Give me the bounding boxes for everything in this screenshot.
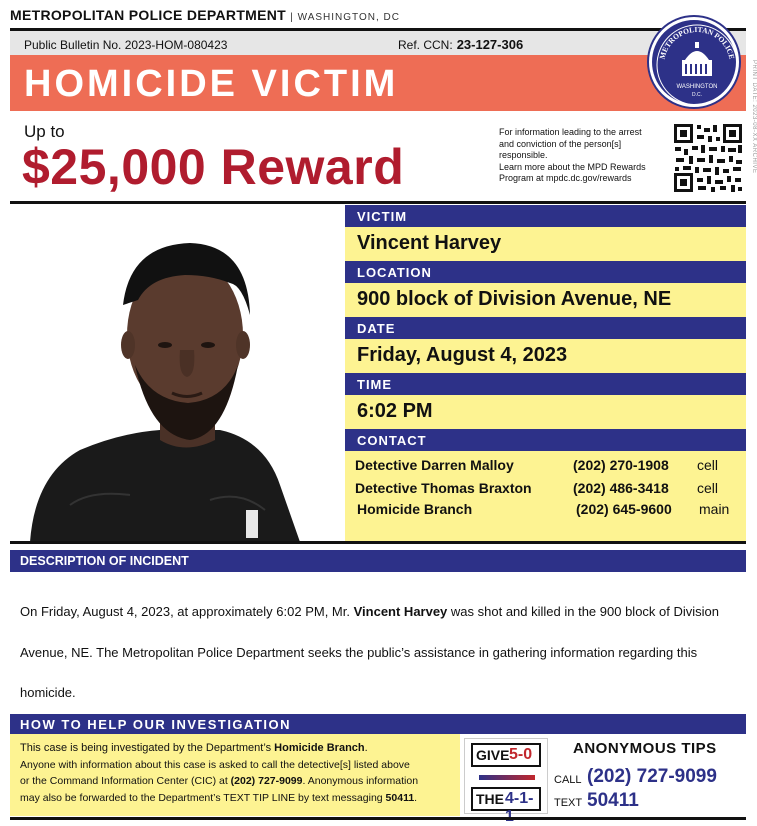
qr-code-icon[interactable] [673, 123, 743, 193]
help-part: . [414, 791, 418, 804]
tips-call-label: CALL [554, 774, 582, 786]
victim-label: VICTIM [345, 205, 746, 227]
ccn-label: Ref. CCN: [398, 38, 453, 52]
logo-stripe [479, 775, 535, 780]
help-text-number: 50411 [385, 791, 415, 804]
contact-phone-type: cell [697, 457, 719, 473]
date-label: DATE [345, 317, 746, 339]
reward-info-line: responsible. [499, 150, 548, 160]
ccn-value: 23-127-306 [456, 37, 524, 52]
contact-label: CONTACT [345, 429, 746, 451]
contact-phone-type: cell [697, 480, 719, 496]
page-title: HOMICIDE VICTIM [24, 63, 399, 105]
police-seal-icon [649, 17, 739, 107]
victim-name: Vincent Harvey [345, 227, 746, 261]
vertical-print-text: PRINT DATE: 2023-08-XX ARCHIVE [751, 60, 757, 174]
department-title: METROPOLITAN POLICE DEPARTMENT [10, 7, 287, 23]
contact-phone-type: main [699, 501, 730, 517]
help-part: This case is being investigated by the Department’s [20, 742, 275, 754]
help-line: Anyone with information about this case is asked to call the detective[s] listed above [20, 758, 410, 771]
give-5-0-logo [464, 738, 548, 814]
help-text [10, 734, 460, 816]
reward-info [499, 127, 669, 185]
description-part: On Friday, August 4, 2023, at approximately 6:02 PM, Mr. [20, 604, 354, 619]
reward-info-line: Program at mpdc.dc.gov/rewards [499, 173, 632, 183]
logo-the-number: 4-1- [505, 790, 534, 807]
seal-top-text: METROPOLITAN POLICE [657, 24, 737, 61]
time-label: TIME [345, 373, 746, 395]
description-part: was shot and killed in the 900 block of Division Avenue, NE. The Metropolitan Police Department seeks the public’s assistance in gathering information regarding this homicide. [20, 604, 720, 700]
bottom-divider [10, 817, 746, 820]
date-value: Friday, August 4, 2023 [345, 339, 746, 373]
contact-phone[interactable]: (202) 270-1908 [573, 457, 669, 473]
reward-info-line: For information leading to the arrest [499, 127, 642, 137]
contact-phone[interactable]: (202) 645-9600 [576, 501, 672, 517]
department-name [10, 7, 400, 23]
help-heading: HOW TO HELP OUR INVESTIGATION [10, 714, 746, 734]
contact-name: Homicide Branch [357, 501, 473, 517]
location-label: LOCATION [345, 261, 746, 283]
tips-text-number[interactable]: 50411 [587, 790, 639, 811]
help-part: may also be forwarded to the Department’s TEXT TIP LINE by text messaging [20, 791, 386, 804]
seal-dc-text: D.C. [692, 92, 702, 98]
logo-the: THE [476, 791, 504, 807]
tips-text-label: TEXT [554, 797, 583, 809]
bulletin-bar [10, 28, 746, 55]
seal-bottom-text: WASHINGTON [676, 84, 718, 90]
reward-prefix: Up to [24, 122, 65, 141]
title-band [10, 55, 746, 111]
location-value: 900 block of Division Avenue, NE [345, 283, 746, 317]
help-part: or the Command Information Center (CIC) at [20, 775, 231, 787]
ccn-reference [398, 37, 523, 52]
help-line [20, 790, 460, 807]
description-victim-name: Vincent Harvey [353, 604, 448, 619]
time-value: 6:02 PM [345, 395, 746, 429]
contact-list [345, 451, 746, 541]
help-part: . Anonymous information [302, 775, 419, 787]
help-line [20, 740, 460, 757]
reward-info-line: and conviction of the person[s] [499, 138, 622, 149]
anonymous-tips-heading: ANONYMOUS TIPS [573, 740, 717, 757]
contact-name: Detective Thomas Braxton [355, 480, 532, 496]
logo-give: GIVE [476, 747, 510, 763]
tips-call-number[interactable]: (202) 727-9099 [587, 766, 717, 787]
reward-amount: $25,000 Reward [22, 139, 405, 195]
help-line [20, 773, 460, 790]
description-heading: DESCRIPTION OF INCIDENT [10, 550, 746, 572]
divider [10, 201, 746, 204]
reward-info-line: Learn more about the MPD Rewards [499, 161, 646, 172]
help-part: . [364, 742, 368, 754]
contact-name: Detective Darren Malloy [355, 457, 514, 473]
logo-give-number: 5-0 [509, 746, 533, 763]
department-location: | WASHINGTON, DC [290, 12, 400, 23]
victim-photo [10, 205, 344, 542]
help-cic-phone: (202) 727-9099 [230, 775, 303, 787]
help-branch: Homicide Branch [274, 742, 365, 754]
divider [10, 541, 746, 544]
contact-phone[interactable]: (202) 486-3418 [573, 480, 669, 496]
bulletin-number: Public Bulletin No. 2023-HOM-080423 [24, 38, 228, 52]
description-text [20, 592, 732, 714]
